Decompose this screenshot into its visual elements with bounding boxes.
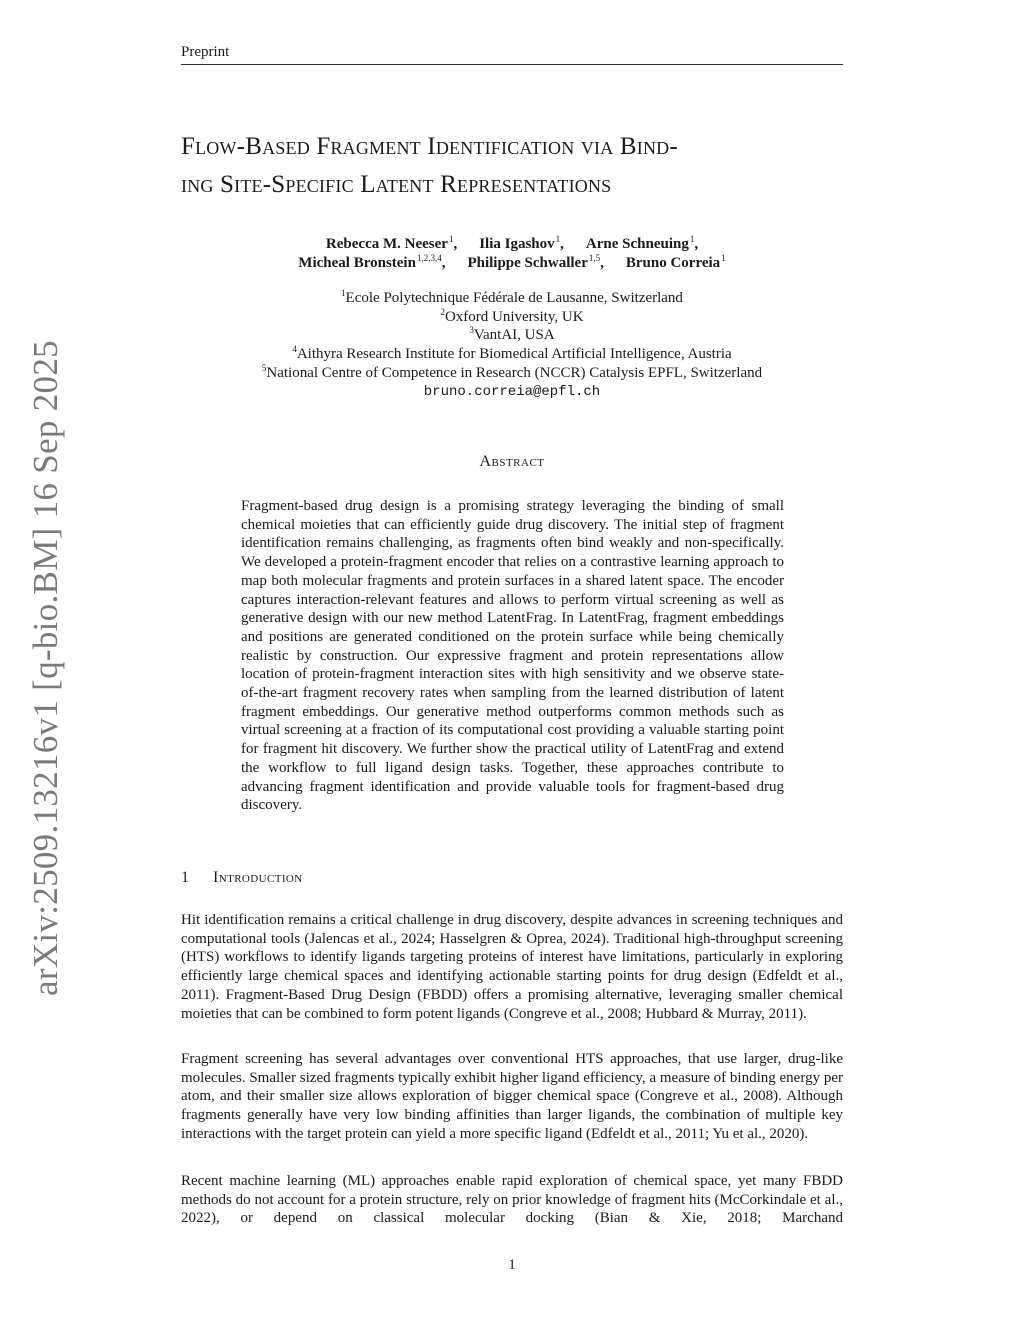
arxiv-identifier[interactable]: arXiv:2509.13216v1 [q-bio.BM] 16 Sep 2025	[26, 340, 65, 996]
author: Rebecca M. Neeser$^1$	[325, 234, 454, 252]
affiliation: $^5$National Centre of Competence in Research (NCCR) Catalysis EPFL, Switzerland	[261, 362, 763, 381]
author: Bruno Correia$^1$	[625, 253, 726, 271]
contact-email[interactable]: bruno.correia@epfl.ch	[423, 383, 601, 400]
paragraph: Fragment screening has several advantages over conventional HTS approaches, that use larger, drug-like molecules. Smaller sized fragments typically exhibit higher ligand efficiency, a measure of binding energy per atom, and their smaller size allows exploration of bigger chemical space (Congreve et al., 2008). Although fragments generally have very low binding affinities than larger ligands, the combination of multiple key interactions with the target protein can yield a more specific ligand (Edfeldt et al., 2011; Yu et al., 2020).	[181, 1051, 843, 1142]
paper-title	[181, 128, 851, 204]
paragraph: Hit identification remains a critical challenge in drug discovery, despite advances in screening techniques and computational tools (Jalencas et al., 2024; Hasselgren & Oprea, 2024). Traditional high-throughput screening (HTS) workflows to identify ligands targeting proteins of interest have limitations, particularly in exploring efficiently large chemical spaces and identifying actionable starting points for drug design (Edfeldt et al., 2011). Fragment-Based Drug Design (FBDD) offers a promising alternative, leveraging smaller chemical moieties that can be combined to form potent ligands (Congreve et al., 2008; Hubbard & Murray, 2011).	[181, 912, 843, 1022]
author: Philippe Schwaller$^{1,5}$	[467, 253, 601, 271]
affiliation: $^3$VantAI, USA	[469, 325, 555, 344]
affiliation: $^1$Ecole Polytechnique Fédérale de Lausanne, Switzerland	[341, 288, 683, 306]
author: Ilia Igashov$^1$	[479, 234, 561, 252]
section-heading	[181, 869, 303, 887]
running-header: Preprint	[181, 44, 230, 60]
abstract-body: Fragment-based drug design is a promising strategy leveraging the binding of small chemical moieties that can efficiently guide drug discovery. The initial step of fragment identification remains challenging, as fragments often bind weakly and non-specifically. We developed a protein-fragment encoder that relies on a contrastive learning approach to map both molecular fragments and protein surfaces in a shared latent space. The encoder captures interaction-relevant features and allows to perform virtual screening as well as generative design with our new method LatentFrag. In LatentFrag, fragment embeddings and positions are generated conditioned on the protein surface while being chemically realistic by construction. Our expressive fragment and protein representations allow location of protein-fragment interaction sites with high sensitivity and we observe state-of-the-art fragment recovery rates when sampling from the learned distribution of latent fragment embeddings. Our generative method outperforms common methods such as virtual screening at a fraction of its computational cost providing a valuable starting point for fragment hit discovery. We further show the practical utility of LatentFrag and extend the workflow to full ligand design tasks. Together, these approaches contribute to advancing fragment identification and provide valuable tools for fragment-based drug discovery.	[241, 498, 784, 814]
section-title: Introduction	[213, 869, 303, 886]
affiliation: $^2$Oxford University, UK	[440, 306, 584, 325]
page-number: 1	[508, 1257, 516, 1273]
author: Arne Schneuing$^1$	[585, 234, 695, 252]
abstract-heading: Abstract	[479, 453, 545, 470]
author-list	[181, 235, 843, 273]
header-rule	[181, 64, 843, 65]
affiliation: $^4$Aithyra Research Institute for Biomedical Artificial Intelligence, Austria	[292, 344, 732, 363]
author-line-2: Micheal Bronstein$^{1,2,3,4}$, Philippe Schwaller$^{1,5}$, Bruno Correia$^1$	[298, 253, 726, 271]
affiliation-list	[181, 289, 843, 401]
author-line-1: Rebecca M. Neeser$^1$, Ilia Igashov$^1$, Arne Schneuing$^1$,	[325, 234, 699, 252]
section-number: 1	[181, 869, 190, 886]
paragraph: Recent machine learning (ML) approaches enable rapid exploration of chemical space, yet many FBDD methods do not account for a protein structure, rely on prior knowledge of fragment hits (McCorkindale et al., 2022), or depend on classical molecular docking (Bian & Xie, 2018; Marchand	[181, 1173, 843, 1227]
title-line-1: Flow-Based Fragment Identification via Bind-	[181, 133, 678, 160]
title-line-2: ing Site-Specific Latent Representations	[181, 171, 612, 198]
author: Micheal Bronstein$^{1,2,3,4}$	[298, 253, 442, 271]
